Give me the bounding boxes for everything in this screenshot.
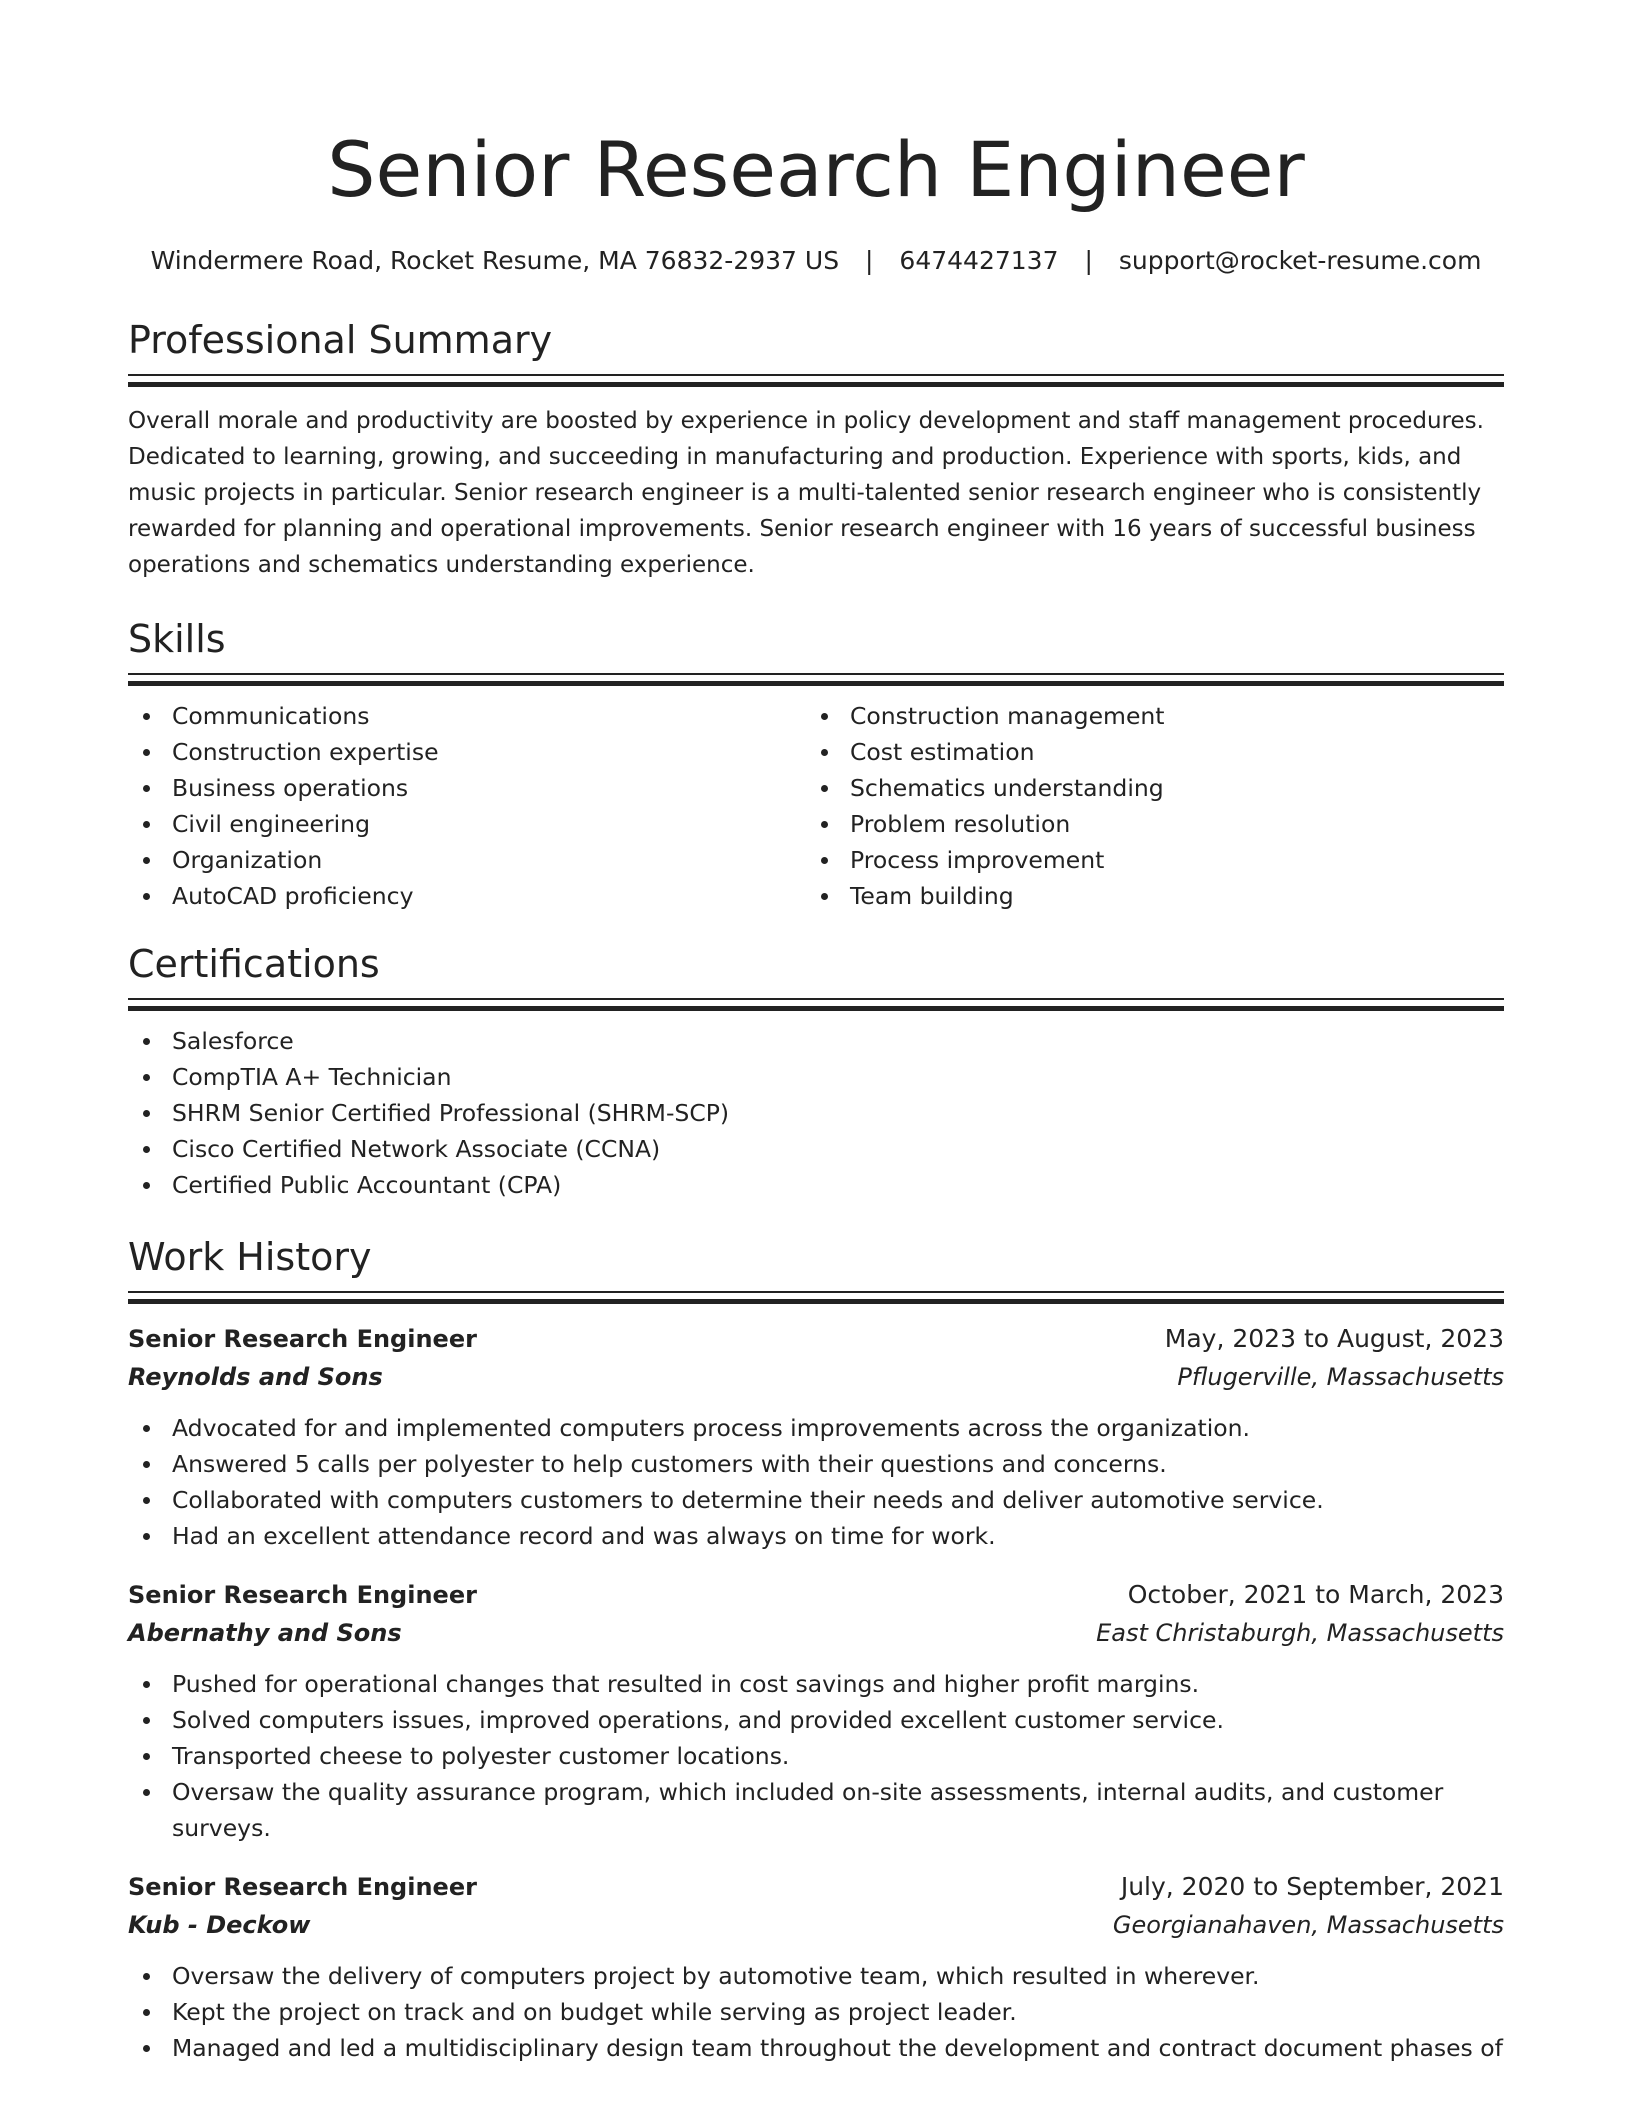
section-title-summary: Professional Summary: [128, 318, 553, 362]
skills-list-left: [128, 698, 806, 914]
skill-item: AutoCAD proficiency: [128, 878, 806, 914]
certification-item: Salesforce: [128, 1023, 1504, 1059]
job-bullets: [128, 1958, 1504, 2066]
section-divider: [128, 998, 1504, 1011]
job-entry: [128, 1576, 1504, 1846]
skill-item: Business operations: [128, 770, 806, 806]
contact-address: Windermere Road, Rocket Resume, MA 76832-2937 US: [150, 246, 840, 275]
skill-item: Problem resolution: [806, 806, 1484, 842]
job-location: Georgianahaven, Massachusetts: [1112, 1911, 1504, 1939]
job-bullet: Managed and led a multidisciplinary design team throughout the development and contract document phases of: [128, 2030, 1504, 2066]
skill-item: Schematics understanding: [806, 770, 1484, 806]
section-title-skills: Skills: [128, 617, 226, 661]
job-bullets: [128, 1666, 1504, 1846]
job-bullet: Transported cheese to polyester customer locations.: [128, 1738, 1504, 1774]
job-subheader-row: [128, 1358, 1504, 1396]
contact-phone: 6474427137: [899, 246, 1059, 275]
skill-item: Team building: [806, 878, 1484, 914]
job-title: Senior Research Engineer: [128, 1873, 477, 1901]
job-bullet: Kept the project on track and on budget while serving as project leader.: [128, 1994, 1504, 2030]
skills-section: [128, 615, 1504, 914]
job-entry: [128, 1868, 1504, 2066]
skill-item: Civil engineering: [128, 806, 806, 842]
section-divider: [128, 673, 1504, 686]
skill-item: Communications: [128, 698, 806, 734]
job-company: Abernathy and Sons: [128, 1619, 402, 1647]
section-divider: [128, 1291, 1504, 1304]
skill-item: Cost estimation: [806, 734, 1484, 770]
job-bullet: Oversaw the delivery of computers project by automotive team, which resulted in wherever.: [128, 1958, 1504, 1994]
job-bullet: Had an excellent attendance record and was always on time for work.: [128, 1518, 1504, 1554]
job-company: Reynolds and Sons: [128, 1363, 383, 1391]
job-bullets: [128, 1410, 1504, 1554]
job-dates: May, 2023 to August, 2023: [1164, 1324, 1504, 1353]
contact-separator: |: [1084, 246, 1093, 275]
job-bullet: Pushed for operational changes that resulted in cost savings and higher profit margins.: [128, 1666, 1504, 1702]
skill-item: Construction expertise: [128, 734, 806, 770]
summary-section: [128, 316, 1504, 583]
certification-item: Certified Public Accountant (CPA): [128, 1167, 1504, 1203]
job-entry: [128, 1320, 1504, 1554]
job-header-row: [128, 1868, 1504, 1906]
job-location: East Christaburgh, Massachusetts: [1096, 1619, 1504, 1647]
section-title-certifications: Certifications: [128, 942, 380, 986]
job-bullet: Solved computers issues, improved operations, and provided excellent customer service.: [128, 1702, 1504, 1738]
skill-item: Organization: [128, 842, 806, 878]
job-location: Pflugerville, Massachusetts: [1177, 1363, 1504, 1391]
skill-item: Construction management: [806, 698, 1484, 734]
skills-list-right: [806, 698, 1484, 914]
job-subheader-row: [128, 1614, 1504, 1652]
job-header-row: [128, 1576, 1504, 1614]
summary-text: Overall morale and productivity are boosted by experience in policy development and staff management procedures. Dedicated to learning, growing, and succeeding in manufacturing and production. Experience with sports, kids, and music projects in particular. Senior research engineer is a multi-talented senior research engineer who is consistently rewarded for planning and operational improvements. Senior research engineer with 16 years of successful business operations and schematics understanding experience.: [128, 408, 1484, 578]
job-subheader-row: [128, 1906, 1504, 1944]
job-header-row: [128, 1320, 1504, 1358]
contact-email[interactable]: support@rocket-resume.com: [1118, 246, 1482, 275]
certifications-list: [128, 1023, 1504, 1203]
job-company: Kub - Deckow: [128, 1911, 311, 1939]
skills-grid: [128, 686, 1504, 914]
resume-name: Senior Research Engineer: [327, 125, 1305, 214]
contact-line: [128, 244, 1504, 278]
skill-item: Process improvement: [806, 842, 1484, 878]
certification-item: CompTIA A+ Technician: [128, 1059, 1504, 1095]
certifications-section: [128, 940, 1504, 1203]
work-history-section: [128, 1233, 1504, 2066]
job-bullet: Advocated for and implemented computers process improvements across the organization.: [128, 1410, 1504, 1446]
job-bullet: Answered 5 calls per polyester to help customers with their questions and concerns.: [128, 1446, 1504, 1482]
contact-separator: |: [865, 246, 874, 275]
section-title-work-history: Work History: [128, 1235, 372, 1279]
resume-content: [128, 0, 1504, 2066]
section-divider: [128, 374, 1504, 387]
certification-item: Cisco Certified Network Associate (CCNA): [128, 1131, 1504, 1167]
job-bullet: Collaborated with computers customers to determine their needs and deliver automotive service.: [128, 1482, 1504, 1518]
job-bullet: Oversaw the quality assurance program, which included on-site assessments, internal audits, and customer surveys.: [128, 1774, 1504, 1846]
job-dates: July, 2020 to September, 2021: [1120, 1872, 1504, 1901]
certification-item: SHRM Senior Certified Professional (SHRM-SCP): [128, 1095, 1504, 1131]
job-dates: October, 2021 to March, 2023: [1127, 1580, 1504, 1609]
job-title: Senior Research Engineer: [128, 1581, 477, 1609]
job-title: Senior Research Engineer: [128, 1325, 477, 1353]
